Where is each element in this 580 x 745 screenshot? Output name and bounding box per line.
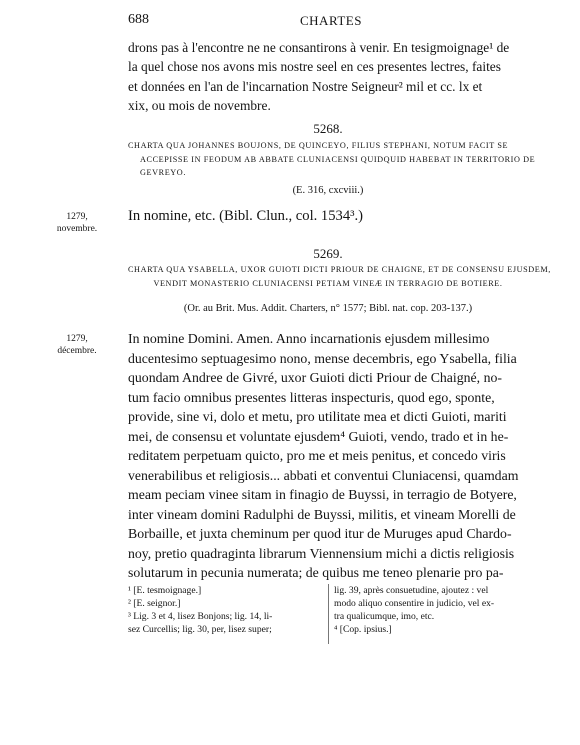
margin-date [42,211,112,235]
footnote-line: ¹ [E. tesmoignage.] [128,585,202,596]
footnotes-left-column [128,584,333,636]
summary-line: ACCEPISSE IN FEODUM AB ABBATE CLUNIACENSI QUIDQUID HABEBAT IN TERRITORIO DE [140,154,536,164]
margin-date-month: décembre. [57,346,97,356]
charter-text [128,207,528,226]
text-line: et données en l'an de l'incarnation Nostre Seigneur² mil et cc. lx et [128,78,483,94]
margin-date-month: novembre. [56,224,98,234]
charter-source: (E. 316, cxcviii.) [292,185,364,196]
charter-number: 5268. [313,121,343,136]
charter-summary [128,263,551,290]
footnote-line: modo aliquo consentire in judicio, vel ex- [334,598,495,609]
text-line: noy, pretio quadraginta librarum Viennensium michi a dictis religiosis [128,545,515,561]
text-line: ducentesimo septuagesimo nono, mense decembris, ego Ysabella, filia [128,350,517,366]
charter-source: (Or. au Brit. Mus. Addit. Charters, n° 1577; Bibl. nat. cop. 203-137.) [183,303,473,314]
text-line: venerabilibus et religiosis... abbati et conventui Cluniacensi, quamdam [128,467,519,483]
text-line: In nomine Domini. Amen. Anno incarnationis ejusdem millesimo [128,331,490,346]
margin-date-year: 1279, [66,334,88,344]
text-line: provide, sine vi, dolo et metu, pro utilitate mea et dicti Guioti, mariti [128,409,507,424]
page-number: 688 [128,12,149,27]
running-head: CHARTES [300,13,362,28]
text-line: solutarum in pecunia numerata; de quibus me teneo plenarie pro pa- [128,565,504,580]
summary-line: CHARTA QUA JOHANNES BOUJONS, DE QUINCEYO, FILIUS STEPHANI, NOTUM FACIT SE [128,141,509,150]
page-header [128,12,528,34]
summary-line: CHARTA QUA YSABELLA, UXOR GUIOTI DICTI PRIOUR DE CHAIGNE, ET DE CONSENSU EJUSDEM, [128,265,551,274]
text-line: drons pas à l'encontre ne ne consantirons à venir. En tesigmoignage¹ de [128,40,510,55]
text-line: la quel chose nos avons mis nostre seel en ces presentes lectres, faites [128,59,501,75]
footnote-line: lig. 39, après consuetudine, ajoutez : vel [334,585,489,596]
text-line: quondam Andree de Givré, uxor Guioti dicti Priour de Chaigné, no- [128,370,502,385]
margin-date-year: 1279, [66,212,88,222]
footnote-line: ² [E. seignor.] [128,598,181,609]
text-line: In nomine, etc. (Bibl. Clun., col. 1534³.) [128,208,364,224]
text-line: meam peciam vinee sitam in finagio de Buyssi, in terragio de Botyere, [128,487,517,502]
charter-number: 5269. [313,246,343,261]
text-line: inter vineam domini Radulphi de Buyssi, militis, et vineam Morelli de [128,506,516,522]
text-line: tum facio omnibus presentes litteras inspecturis, quod ego, sponte, [128,389,495,405]
footnote-line: tra qualicumque, imo, etc. [334,611,435,622]
text-line: xix, ou mois de novembre. [128,98,271,114]
charter-text [128,329,528,583]
summary-line: GEVREYO. [140,168,186,177]
footnote-line: ⁴ [Cop. ipsius.] [334,624,392,635]
text-line: mei, de consensu et voluntate ejusdem⁴ Guioti, vendo, trado et in he- [128,428,509,444]
summary-line: VENDIT MONASTERIO CLUNIACENSI PETIAM VINEÆ IN TERRAGIO DE BOTIERE. [153,278,503,288]
footnote-column-divider [328,584,329,644]
footnote-line: ³ Lig. 3 et 4, lisez Bonjons; lig. 14, li- [128,611,273,622]
charter-summary [128,139,536,180]
carryover-paragraph [128,38,528,116]
margin-date [42,333,112,357]
text-line: Borbaille, et juxta cheminum per quod itur de Muruges apud Chardo- [128,526,512,541]
footnotes-right-column [334,584,536,636]
text-line: reditatem perpetuam quicto, pro me et meis penitus, et concedo viris [128,448,506,463]
footnote-line: sez Curcellis; lig. 30, per, lisez super; [128,624,272,635]
